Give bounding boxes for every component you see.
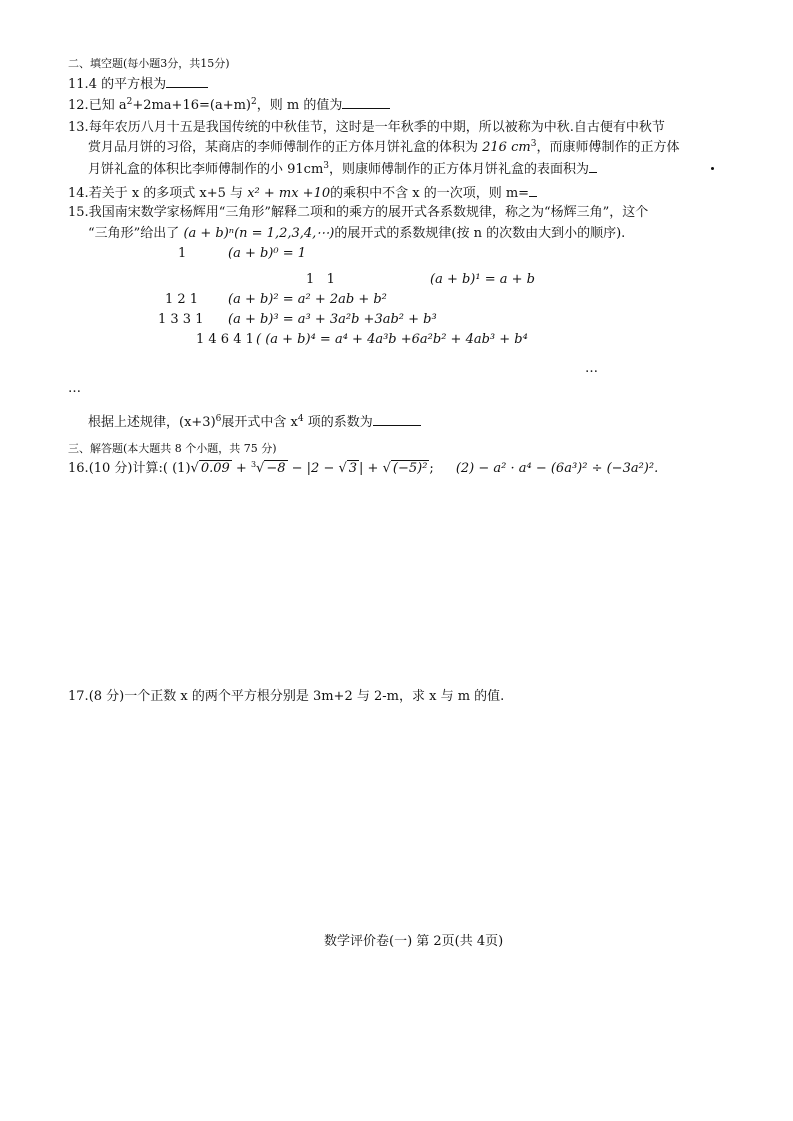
sqrt-sign: √ [190,461,199,476]
question-13-line3: 月饼礼盒的体积比李师傅制作的小 $91cm^3$，则康师傅制作的正方体月饼礼盒的表面积为 [88,159,597,180]
question-14: 14.若关于 x 的多项式 x+5 与 x² + mx +10的乘积中不含 x 的一次项，则 m= [68,183,537,203]
pascal-row-2-equation: (a + b)² = a² + 2ab + b² [228,292,387,307]
question-number: 12. [68,98,89,113]
question-11 [68,74,208,94]
answer-blank[interactable] [342,95,390,109]
question-number: 15. [68,205,89,220]
question-12: 12.已知 $a^2+2ma+16=(a+m)^2$，则 m 的值为 [68,95,390,116]
question-number: 17. [68,689,89,704]
section-heading-fill-in: 二、填空题(每小题3分，共15分) [68,57,230,70]
question-13-line2: 赏月品月饼的习俗，某商店的李师傅制作的正方体月饼礼盒的体积为 216 $cm^3$，而康师傅制作的正方体 [88,139,680,155]
answer-blank[interactable] [166,74,208,88]
question-text: 4 的平方根为 [88,77,167,92]
answer-blank[interactable] [529,183,537,197]
pascal-row-3-coefficients: 1 3 3 1 [158,312,204,327]
question-number: 14. [68,186,89,201]
question-number: 16. [68,461,89,476]
pascal-row-4-equation: ( (a + b)⁴ = a⁴ + 4a³b +6a²b² + 4ab³ + b⁴ [256,332,528,347]
section-heading-solutions: 三、解答题(本大题共 8 个小题，共 75 分) [68,442,277,455]
question-number: 11. [68,77,89,92]
ellipsis-left: … [68,381,81,396]
pascal-row-4-coefficients: 1 4 6 4 1 [196,332,254,347]
pascal-row-0-equation: (a + b)⁰ = 1 [228,246,307,261]
page-footer: 数学评价卷(一) 第 2页(共 4页) [324,934,504,949]
question-15-rule: 根据上述规律，$(x+3)^6$展开式中含 $x^4$ 项的系数为 [88,412,421,433]
pascal-row-2-coefficients: 1 2 1 [165,292,199,307]
question-13-line1: 13.每年农历八月十五是我国传统的中秋佳节，这时是一年秋季的中期，所以被称为中秋.自古便有中秋节 [68,120,665,135]
sqrt-sign: √ [338,461,347,476]
question-number: 13. [68,120,89,135]
question-15-line1: 15.我国南宋数学家杨辉用“三角形”解释二项和的乘方的展开式各系数规律，称之为“杨辉三角”，这个 [68,205,649,220]
pascal-row-1-equation: (a + b)¹ = a + b [430,272,535,287]
question-17: 17.(8 分)一个正数 x 的两个平方根分别是 3m+2 与 2-m，求 x 与 m 的值. [68,689,505,704]
sqrt-sign: √ [382,461,391,476]
cbrt-sign: √ [256,461,265,476]
answer-blank[interactable] [373,412,421,426]
question-16: 16.(10 分)计算:( (1)√ 0.09 + $^3$√ −8 − |2 − √ 3 | + √ (−5)² ; (2) − a² · a⁴ − (6a³)² ÷ (−3a²)². [68,460,659,476]
question-15-line2: “三角形”给出了 (a + b)ⁿ(n = 1,2,3,4,⋯)的展开式的系数规律(按 n 的次数由大到小的顺序). [88,226,626,241]
pascal-row-1-coefficients: 1 1 [306,272,335,287]
answer-blank[interactable] [589,159,597,173]
period-mark [711,167,714,170]
pascal-row-3-equation: (a + b)³ = a³ + 3a²b +3ab² + b³ [228,312,437,327]
pascal-row-0-coefficients: 1 [178,246,187,261]
ellipsis-right: … [585,361,598,376]
